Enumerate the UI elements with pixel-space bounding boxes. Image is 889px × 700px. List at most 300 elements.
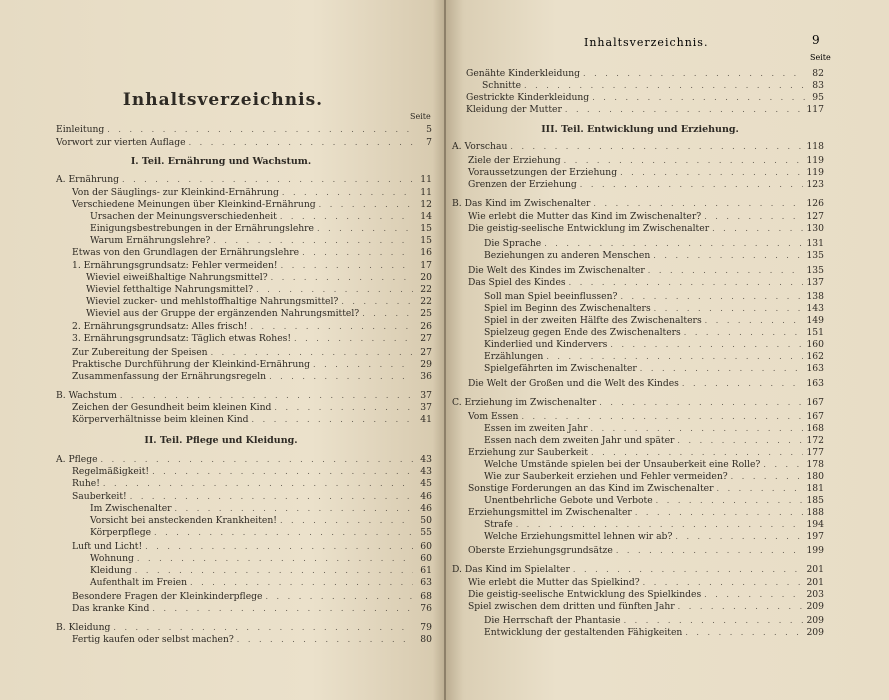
section-heading: [0, 156, 442, 167]
toc-entry-page: 95: [812, 92, 824, 103]
dot-leader: [113, 622, 413, 633]
toc-entry: [72, 333, 432, 344]
toc-entry-page: 138: [806, 291, 824, 302]
dot-leader: [635, 507, 804, 518]
dot-leader: [103, 478, 413, 489]
seite-label-right: Seite: [810, 53, 831, 62]
toc-entry-page: 41: [420, 414, 432, 425]
toc-entry-page: 177: [806, 447, 824, 458]
toc-entry: [468, 277, 824, 288]
toc-entry-page: 22: [420, 296, 432, 307]
toc-entry-title: Von der Säuglings- zur Kleinkind-Ernährung: [72, 187, 279, 198]
toc-entry-page: 135: [806, 250, 824, 261]
toc-entry-page: 197: [806, 531, 824, 542]
toc-entry: [72, 371, 432, 382]
page-number: 9: [812, 33, 820, 47]
toc-entry-page: 172: [806, 435, 824, 446]
toc-entry: [90, 515, 432, 526]
toc-entry-title: Erzählungen: [484, 351, 544, 362]
section-heading: [0, 435, 442, 446]
dot-leader: [145, 541, 413, 552]
dot-leader: [580, 179, 804, 190]
toc-entry-title: Zeichen der Gesundheit beim kleinen Kind: [72, 402, 272, 413]
toc-entry-title: Aufenthalt im Freien: [90, 577, 188, 588]
toc-entry-page: 181: [806, 483, 824, 494]
toc-entry: [56, 454, 432, 465]
toc-entry-title: Verschiedene Meinungen über Kleinkind-Ernährung: [72, 199, 316, 210]
toc-entry-title: Zur Zubereitung der Speisen: [72, 347, 208, 358]
toc-entry: [86, 284, 432, 295]
toc-entry: [484, 303, 824, 314]
toc-entry-title: Wohnung: [90, 553, 134, 564]
toc-entry-title: Wie erlebt die Mutter das Spielkind?: [468, 577, 640, 588]
toc-entry-title: Vom Essen: [468, 411, 519, 422]
toc-entry: [482, 80, 824, 91]
dot-leader: [546, 351, 803, 362]
toc-entry: [86, 272, 432, 283]
toc-entry: [484, 315, 824, 326]
toc-title: Inhaltsverzeichnis.: [122, 90, 324, 110]
toc-entry-page: 36: [420, 371, 432, 382]
toc-entry: [484, 471, 824, 482]
toc-entry-title: Beziehungen zu anderen Menschen: [484, 250, 651, 261]
toc-entry-page: 29: [420, 359, 432, 370]
dot-leader: [317, 223, 413, 234]
toc-entry-page: 209: [806, 627, 824, 638]
toc-entry: [90, 235, 432, 246]
toc-entry: [466, 68, 824, 79]
toc-entry-page: 209: [806, 615, 824, 626]
toc-entry-page: 137: [806, 277, 824, 288]
toc-entry-page: 43: [420, 454, 432, 465]
running-head: Inhaltsverzeichnis.: [584, 36, 709, 49]
toc-entry: [484, 495, 824, 506]
toc-entry-page: 201: [806, 564, 824, 575]
toc-entry: [484, 351, 824, 362]
toc-entry-page: 26: [420, 321, 432, 332]
toc-entry-page: 27: [420, 347, 432, 358]
dot-leader: [704, 211, 803, 222]
toc-entry-page: 63: [420, 577, 432, 588]
toc-entry-title: Sonstige Forderungen an das Kind im Zwischenalter: [468, 483, 714, 494]
toc-entry-page: 55: [420, 527, 432, 538]
dot-leader: [593, 198, 803, 209]
toc-entry: [72, 247, 432, 258]
toc-entry: [468, 589, 824, 600]
toc-entry: [72, 402, 432, 413]
dot-leader: [137, 553, 413, 564]
toc-entry: [72, 414, 432, 425]
dot-leader: [591, 423, 804, 434]
dot-leader: [120, 390, 413, 401]
toc-entry-title: Spielgefährten im Zwischenalter: [484, 363, 637, 374]
toc-entry: [466, 104, 824, 115]
toc-entry: [90, 211, 432, 222]
dot-leader: [573, 564, 804, 575]
toc-entry-title: Fertig kaufen oder selbst machen?: [72, 634, 234, 645]
toc-entry-page: 163: [806, 378, 824, 389]
dot-leader: [653, 250, 803, 261]
toc-entry: [468, 378, 824, 389]
dot-leader: [684, 327, 804, 338]
seite-label: Seite: [410, 112, 431, 121]
dot-leader: [524, 80, 805, 91]
toc-entry-title: Die Herrschaft der Phantasie: [484, 615, 621, 626]
dot-leader: [274, 402, 413, 413]
dot-leader: [319, 199, 413, 210]
toc-entry-page: 151: [806, 327, 824, 338]
toc-entry: [484, 531, 824, 542]
toc-entry-page: 167: [806, 411, 824, 422]
toc-entry: [452, 564, 824, 575]
toc-entry: [72, 541, 432, 552]
dot-leader: [175, 503, 413, 514]
toc-entry: [90, 565, 432, 576]
toc-entry-title: Wieviel eiweißhaltige Nahrungsmittel?: [86, 272, 268, 283]
toc-entry-title: Essen im zweiten Jahr: [484, 423, 588, 434]
dot-leader: [135, 565, 413, 576]
toc-entry-page: 15: [420, 223, 432, 234]
toc-entry: [56, 622, 432, 633]
dot-leader: [591, 447, 803, 458]
toc-entry-page: 46: [420, 503, 432, 514]
toc-entry: [90, 223, 432, 234]
dot-leader: [341, 296, 413, 307]
dot-leader: [152, 603, 413, 614]
toc-entry: [484, 615, 824, 626]
toc-entry-page: 119: [806, 167, 824, 178]
toc-entry: [468, 447, 824, 458]
dot-leader: [616, 545, 804, 556]
dot-leader: [682, 378, 804, 389]
toc-entry: [484, 627, 824, 638]
dot-leader: [256, 284, 413, 295]
toc-entry-page: 76: [420, 603, 432, 614]
toc-entry: [484, 423, 824, 434]
dot-leader: [675, 531, 803, 542]
toc-entry-page: 60: [420, 541, 432, 552]
toc-entry: [468, 601, 824, 612]
toc-entry-page: 27: [420, 333, 432, 344]
toc-entry: [484, 339, 824, 350]
toc-entry-title: Die Welt des Kindes im Zwischenalter: [468, 265, 645, 276]
toc-entry-title: B. Wachstum: [56, 390, 117, 401]
toc-entry: [468, 577, 824, 588]
toc-entry-title: Spiel in der zweiten Hälfte des Zwischenalters: [484, 315, 702, 326]
toc-entry-title: Wie erlebt die Mutter das Kind im Zwischenalter?: [468, 211, 702, 222]
toc-entry-page: 5: [426, 124, 432, 135]
toc-entry-page: 203: [806, 589, 824, 600]
toc-entry: [90, 553, 432, 564]
toc-entry-page: 123: [806, 179, 824, 190]
dot-leader: [265, 591, 413, 602]
toc-entry: [484, 363, 824, 374]
toc-entry-page: 7: [426, 137, 432, 148]
dot-leader: [362, 308, 413, 319]
toc-entry-title: Genähte Kinderkleidung: [466, 68, 581, 79]
toc-entry-page: 46: [420, 491, 432, 502]
toc-entry: [56, 390, 432, 401]
dot-leader: [510, 141, 803, 152]
toc-entry: [468, 179, 824, 190]
toc-entry: [484, 291, 824, 302]
toc-entry-title: Vorsicht bei ansteckenden Krankheiten!: [90, 515, 277, 526]
toc-entry-page: 68: [420, 591, 432, 602]
toc-entry-title: Praktische Durchführung der Kleinkind-Ernährung: [72, 359, 311, 370]
toc-entry: [86, 296, 432, 307]
toc-entry-title: Die geistig-seelische Entwicklung des Spielkindes: [468, 589, 702, 600]
toc-entry-page: 178: [806, 459, 824, 470]
toc-entry-title: C. Erziehung im Zwischenalter: [452, 397, 597, 408]
toc-entry-page: 50: [420, 515, 432, 526]
dot-leader: [678, 601, 804, 612]
toc-entry-title: Spiel im Beginn des Zwischenalters: [484, 303, 651, 314]
toc-entry: [56, 174, 432, 185]
dot-leader: [294, 333, 413, 344]
toc-entry-page: 37: [420, 390, 432, 401]
toc-entry-page: 143: [806, 303, 824, 314]
toc-entry: [72, 347, 432, 358]
toc-entry: [72, 603, 432, 614]
toc-entry-page: 126: [806, 198, 824, 209]
dot-leader: [565, 104, 804, 115]
toc-entry-title: Etwas von den Grundlagen der Ernährungslehre: [72, 247, 300, 258]
toc-entry-title: D. Das Kind im Spielalter: [452, 564, 570, 575]
toc-entry-title: Körperpflege: [90, 527, 152, 538]
toc-entry-page: 201: [806, 577, 824, 588]
toc-entry-page: 185: [806, 495, 824, 506]
dot-leader: [521, 411, 803, 422]
toc-entry: [452, 198, 824, 209]
toc-entry-title: Welche Umstände spielen bei der Unsauberkeit eine Rolle?: [484, 459, 761, 470]
section-heading: [446, 124, 834, 135]
toc-entry: [72, 466, 432, 477]
toc-entry-title: Kleidung der Mutter: [466, 104, 562, 115]
toc-entry-title: A. Pflege: [56, 454, 98, 465]
dot-leader: [281, 260, 413, 271]
dot-leader: [302, 247, 413, 258]
dot-leader: [101, 454, 413, 465]
toc-entry-title: Die Welt der Großen und die Welt des Kindes: [468, 378, 679, 389]
section-heading-text: I. Teil. Ernährung und Wachstum.: [130, 156, 312, 167]
toc-entry-page: 188: [806, 507, 824, 518]
toc-entry-page: 180: [806, 471, 824, 482]
toc-entry-title: Das kranke Kind: [72, 603, 150, 614]
toc-entry: [468, 211, 824, 222]
section-heading-text: III. Teil. Entwicklung und Erziehung.: [541, 124, 739, 135]
toc-entry-title: Unentbehrliche Gebote und Verbote: [484, 495, 653, 506]
toc-entry: [72, 187, 432, 198]
toc-entry: [466, 92, 824, 103]
toc-entry: [56, 137, 432, 148]
toc-entry-page: 15: [420, 235, 432, 246]
toc-entry-title: Sauberkeit!: [72, 491, 127, 502]
dot-leader: [516, 519, 804, 530]
toc-entry-title: Entwicklung der gestaltenden Fähigkeiten: [484, 627, 683, 638]
dot-leader: [599, 397, 803, 408]
toc-entry-title: Grenzen der Erziehung: [468, 179, 577, 190]
dot-leader: [271, 272, 413, 283]
dot-leader: [685, 627, 803, 638]
toc-entry-title: Oberste Erziehungsgrundsätze: [468, 545, 613, 556]
toc-entry: [484, 250, 824, 261]
toc-entry-title: Die Sprache: [484, 238, 542, 249]
dot-leader: [154, 527, 413, 538]
toc-entry-page: 135: [806, 265, 824, 276]
toc-entry-page: 79: [420, 622, 432, 633]
toc-entry-page: 16: [420, 247, 432, 258]
toc-entry-title: Im Zwischenalter: [90, 503, 172, 514]
toc-entry-title: Einleitung: [56, 124, 105, 135]
toc-entry-page: 199: [806, 545, 824, 556]
toc-entry-page: 83: [812, 80, 824, 91]
toc-entry-page: 22: [420, 284, 432, 295]
toc-entry: [468, 411, 824, 422]
toc-entry-title: Kleidung: [90, 565, 132, 576]
dot-leader: [654, 303, 804, 314]
toc-entry: [90, 503, 432, 514]
dot-leader: [569, 277, 804, 288]
toc-entry-page: 20: [420, 272, 432, 283]
toc-entry-title: Soll man Spiel beeinflussen?: [484, 291, 618, 302]
toc-entry-title: Körperverhältnisse beim kleinen Kind: [72, 414, 249, 425]
toc-entry-page: 37: [420, 402, 432, 413]
toc-entry: [452, 397, 824, 408]
dot-leader: [656, 495, 804, 506]
dot-leader: [130, 491, 413, 502]
toc-entry: [72, 359, 432, 370]
toc-entry-title: Luft und Licht!: [72, 541, 143, 552]
toc-entry: [484, 238, 824, 249]
dot-leader: [648, 265, 804, 276]
toc-entry: [468, 507, 824, 518]
toc-entry: [72, 591, 432, 602]
dot-leader: [237, 634, 413, 645]
toc-entry-title: Voraussetzungen der Erziehung: [468, 167, 618, 178]
toc-entry-title: Erziehungsmittel im Zwischenalter: [468, 507, 632, 518]
toc-entry-title: Essen nach dem zweiten Jahr und später: [484, 435, 675, 446]
dot-leader: [269, 371, 413, 382]
toc-entry-title: Einigungsbestrebungen in der Ernährungslehre: [90, 223, 314, 234]
toc-entry-page: 209: [806, 601, 824, 612]
dot-leader: [190, 577, 413, 588]
toc-entry-title: Zusammenfassung der Ernährungsregeln: [72, 371, 267, 382]
toc-entry-page: 82: [812, 68, 824, 79]
toc-entry: [72, 199, 432, 210]
dot-leader: [620, 291, 803, 302]
toc-entry-title: B. Das Kind im Zwischenalter: [452, 198, 591, 209]
toc-entry-page: 167: [806, 397, 824, 408]
dot-leader: [704, 589, 803, 600]
toc-entry-title: Welche Erziehungsmittel lehnen wir ab?: [484, 531, 673, 542]
right-page: [446, 0, 889, 700]
toc-entry-title: 3. Ernährungsgrundsatz: Täglich etwas Rohes!: [72, 333, 292, 344]
toc-entry-page: 127: [806, 211, 824, 222]
toc-entry-title: B. Kleidung: [56, 622, 111, 633]
dot-leader: [211, 347, 413, 358]
toc-entry: [86, 308, 432, 319]
dot-leader: [280, 211, 413, 222]
toc-entry: [484, 519, 824, 530]
dot-leader: [624, 615, 804, 626]
dot-leader: [712, 223, 803, 234]
dot-leader: [731, 471, 804, 482]
section-heading-text: II. Teil. Pflege und Kleidung.: [144, 435, 298, 446]
toc-entry-title: Ursachen der Meinungsverschiedenheit: [90, 211, 277, 222]
dot-leader: [583, 68, 805, 79]
toc-entry-title: Wieviel fetthaltige Nahrungsmittel?: [86, 284, 254, 295]
dot-leader: [152, 466, 413, 477]
toc-entry-title: Das Spiel des Kindes: [468, 277, 566, 288]
toc-entry-page: 60: [420, 553, 432, 564]
toc-entry: [484, 327, 824, 338]
dot-leader: [592, 92, 805, 103]
toc-entry-page: 11: [420, 187, 432, 198]
toc-entry-page: 25: [420, 308, 432, 319]
toc-entry-title: Wieviel aus der Gruppe der ergänzenden Nahrungsmittel?: [86, 308, 360, 319]
toc-entry-page: 17: [420, 260, 432, 271]
toc-entry: [72, 478, 432, 489]
toc-entry: [484, 459, 824, 470]
toc-entry: [72, 321, 432, 332]
toc-entry-title: Die geistig-seelische Entwicklung im Zwischenalter: [468, 223, 710, 234]
toc-entry-title: Vorwort zur vierten Auflage: [56, 137, 186, 148]
dot-leader: [282, 187, 413, 198]
toc-entry-page: 130: [806, 223, 824, 234]
toc-entry-page: 168: [806, 423, 824, 434]
toc-entry-page: 149: [806, 315, 824, 326]
dot-leader: [620, 167, 803, 178]
toc-entry-title: Spiel zwischen dem dritten und fünften Jahr: [468, 601, 675, 612]
dot-leader: [252, 414, 413, 425]
toc-entry: [72, 260, 432, 271]
dot-leader: [716, 483, 803, 494]
toc-entry-page: 45: [420, 478, 432, 489]
toc-entry-title: Regelmäßigkeit!: [72, 466, 150, 477]
toc-entry-title: 2. Ernährungsgrundsatz: Alles frisch!: [72, 321, 248, 332]
toc-entry-title: Wieviel zucker- und mehlstoffhaltige Nahrungsmittel?: [86, 296, 339, 307]
toc-entry-page: 131: [806, 238, 824, 249]
toc-entry-title: Ruhe!: [72, 478, 100, 489]
toc-entry-title: Erziehung zur Sauberkeit: [468, 447, 588, 458]
dot-leader: [250, 321, 413, 332]
toc-entry-title: 1. Ernährungsgrundsatz: Fehler vermeiden!: [72, 260, 278, 271]
toc-entry-page: 194: [806, 519, 824, 530]
toc-entry-page: 61: [420, 565, 432, 576]
toc-entry-title: A. Ernährung: [56, 174, 119, 185]
toc-entry-page: 163: [806, 363, 824, 374]
dot-leader: [313, 359, 413, 370]
toc-entry-page: 12: [420, 199, 432, 210]
toc-entry: [468, 545, 824, 556]
toc-entry: [90, 527, 432, 538]
toc-entry: [452, 141, 824, 152]
toc-entry-page: 160: [806, 339, 824, 350]
toc-entry-page: 117: [806, 104, 824, 115]
toc-entry-title: Warum Ernährungslehre?: [90, 235, 211, 246]
toc-entry-page: 162: [806, 351, 824, 362]
toc-entry-page: 11: [420, 174, 432, 185]
toc-entry: [484, 435, 824, 446]
toc-entry: [56, 124, 432, 135]
dot-leader: [643, 577, 804, 588]
toc-entry-page: 14: [420, 211, 432, 222]
toc-entry-title: Kinderlied und Kindervers: [484, 339, 608, 350]
toc-entry: [468, 265, 824, 276]
dot-leader: [677, 435, 803, 446]
toc-entry: [90, 577, 432, 588]
toc-entry-page: 43: [420, 466, 432, 477]
